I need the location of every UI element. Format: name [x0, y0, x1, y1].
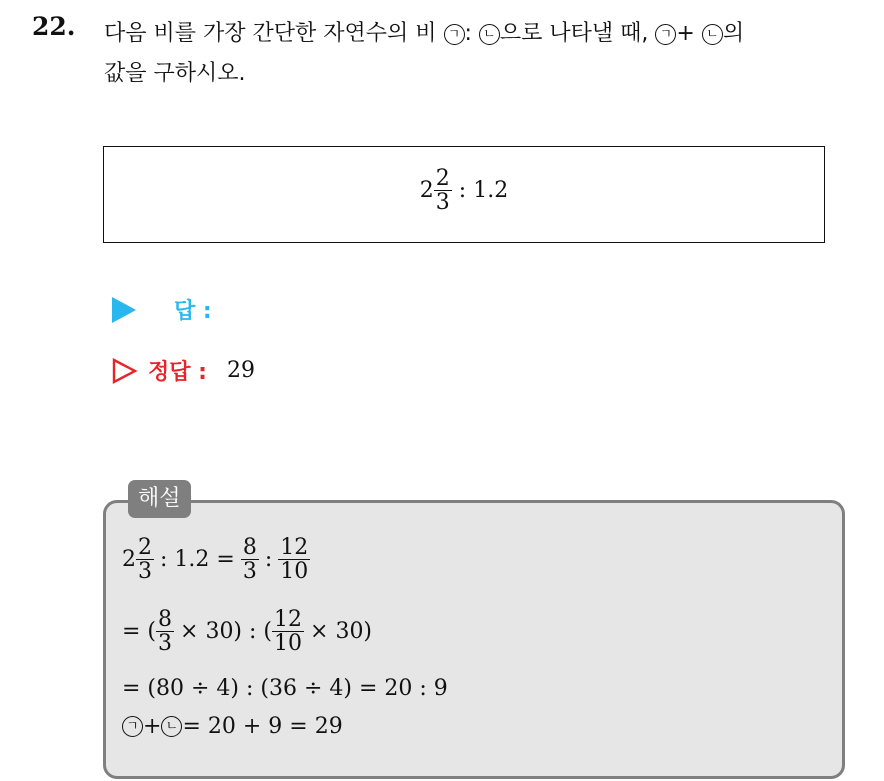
sol-text: : 1.2 =	[160, 547, 235, 573]
fraction-numerator: 8	[158, 607, 173, 632]
answer-label: 답 :	[174, 299, 212, 324]
circled-nieun-symbol: ㄴ	[702, 24, 723, 45]
correct-answer-value: 29	[226, 358, 255, 383]
fraction	[136, 536, 154, 583]
question-text-line2: 값을 구하시오.	[104, 61, 246, 86]
fraction-numerator: 2	[435, 166, 450, 191]
fraction-numerator: 12	[274, 607, 303, 632]
question-plus: +	[676, 21, 702, 46]
solution-line-3: = (80 ÷ 4) : (36 ÷ 4) = 20 : 9	[122, 676, 448, 701]
circled-giyeok-symbol: ㄱ	[655, 24, 676, 45]
fraction-numerator: 2	[138, 535, 152, 560]
fraction-numerator: 8	[242, 535, 257, 560]
question-colon: :	[464, 21, 479, 46]
sol-text: × 30)	[310, 619, 373, 645]
fraction	[278, 536, 310, 583]
circled-giyeok-symbol: ㄱ	[444, 24, 465, 45]
question-number: 22.	[32, 12, 76, 41]
fraction	[272, 608, 304, 655]
fraction-denominator: 3	[138, 559, 152, 585]
answer-row	[112, 294, 212, 325]
solution-line-2	[122, 608, 372, 655]
expression-box	[103, 146, 825, 243]
question-text-part2: 으로 나타낼 때,	[499, 21, 656, 46]
fraction-denominator: 3	[158, 631, 173, 657]
correct-answer-label: 정답 :	[148, 360, 207, 385]
play-outline-icon	[112, 358, 138, 384]
fraction-denominator: 3	[242, 559, 257, 585]
sol-text: = (	[122, 619, 157, 645]
sol-colon: :	[264, 547, 273, 573]
circled-nieun-symbol: ㄴ	[161, 716, 182, 737]
fraction-numerator: 12	[280, 535, 309, 560]
solution-tag: 해설	[128, 480, 191, 518]
sol-plus: +	[143, 714, 162, 739]
sol-text: = 20 + 9 = 29	[182, 714, 343, 739]
question-text-part1: 다음 비를 가장 간단한 자연수의 비	[104, 21, 444, 46]
ratio-rest: : 1.2	[458, 178, 509, 204]
fraction-denominator: 10	[280, 559, 309, 585]
mixed-number-whole: 2	[419, 178, 434, 204]
sol-whole: 2	[122, 547, 136, 573]
sol-text: × 30) : (	[180, 619, 273, 645]
play-filled-icon	[112, 297, 136, 323]
solution-line-1	[122, 536, 310, 583]
fraction-denominator: 3	[435, 190, 450, 216]
circled-giyeok-symbol: ㄱ	[122, 716, 143, 737]
solution-line-4	[122, 714, 343, 739]
fraction	[156, 608, 174, 655]
fraction-denominator: 10	[274, 631, 303, 657]
circled-nieun-symbol: ㄴ	[479, 24, 500, 45]
ratio-expression	[104, 167, 824, 214]
fraction	[241, 536, 259, 583]
correct-answer-row	[112, 355, 255, 386]
question-text-part3: 의	[722, 21, 745, 46]
fraction	[434, 167, 452, 214]
question-text-line1	[104, 16, 744, 47]
